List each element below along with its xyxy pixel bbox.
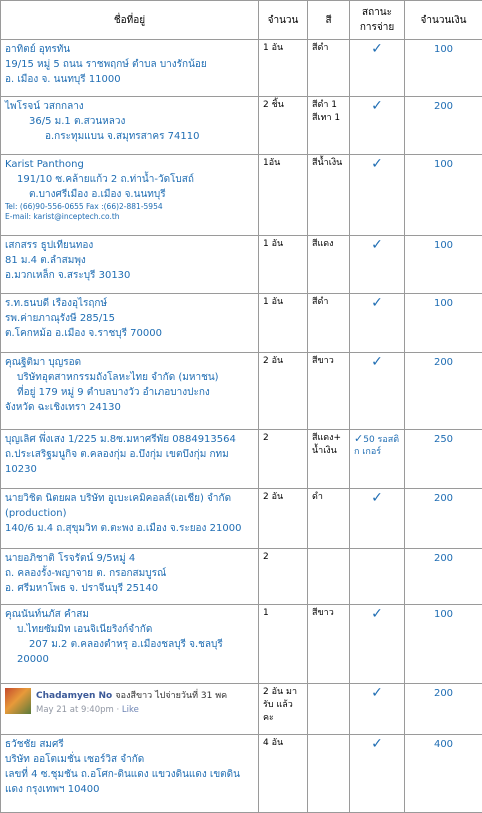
- status-note: 50 รอสติก เกอร์: [354, 435, 400, 457]
- amount-cell: 200: [405, 97, 482, 155]
- status-cell: [350, 294, 405, 353]
- qty-cell: 4 อัน: [259, 735, 308, 813]
- table-row: [1, 97, 482, 155]
- address-line: เลขที่ 4 ซ.ชุมชัน ถ.อโศก-ดินแดง แขวงดินแดง เขตดิน: [5, 769, 240, 780]
- table-row: [1, 40, 482, 97]
- address-line: อ. เมือง จ. นนทบุรี 11000: [5, 74, 121, 85]
- header-qty: จำนวน: [259, 1, 308, 40]
- amount-cell: 200: [405, 549, 482, 605]
- recipient-name: เสกสรร ธูปเทียนทอง: [5, 240, 94, 251]
- comment-text: จองสีขาว ไปจ่ายวันที่ 31 พค: [115, 691, 228, 701]
- table-row: [1, 549, 482, 605]
- table-row: [1, 605, 482, 684]
- recipient-name: ไพโรจน์ วสกกลาง: [5, 101, 84, 112]
- commenter-name[interactable]: Chadamyen No: [36, 691, 113, 701]
- address-cell: [1, 684, 259, 735]
- table-row: [1, 684, 482, 735]
- color-cell: สีน้ำเงิน: [308, 155, 350, 236]
- address-line: ต.โคกหม้อ อ.เมือง จ.ราชบุรี 70000: [5, 328, 162, 339]
- address-line: 191/10 ซ.คล้ายแก้ว 2 ถ.ท่าน้ำ-วัดโบสถ์: [17, 174, 194, 185]
- qty-cell: 1 อัน: [259, 294, 308, 353]
- like-link[interactable]: Like: [121, 705, 139, 715]
- paid-check-icon: ✓: [371, 295, 383, 311]
- address-line: อ.มวกเหล็ก จ.สระบุรี 30130: [5, 270, 131, 281]
- amount-cell: 100: [405, 294, 482, 353]
- table-row: [1, 735, 482, 813]
- address-line: แดง กรุงเทพฯ 10400: [5, 784, 100, 795]
- paid-check-icon: ✓: [371, 490, 383, 506]
- status-cell: [350, 735, 405, 813]
- address-cell: [1, 489, 259, 549]
- contact-phone-fax: Tel: (66)90-556-0655 Fax :(66)2-881-5954: [5, 202, 163, 211]
- qty-cell: 2 อัน: [259, 353, 308, 430]
- address-line: 10230: [5, 464, 37, 475]
- paid-check-icon: ✓: [371, 606, 383, 622]
- status-cell: [350, 155, 405, 236]
- amount-cell: 200: [405, 353, 482, 430]
- address-line: 207 ม.2 ต.คลองตำหรุ อ.เมืองชลบุรี จ.ชลบุรี: [29, 639, 223, 650]
- status-cell: [350, 97, 405, 155]
- amount-cell: 100: [405, 236, 482, 294]
- paid-check-icon: ✓: [371, 736, 383, 752]
- status-cell: [350, 605, 405, 684]
- header-name: ชื่อที่อยู่: [1, 1, 259, 40]
- paid-check-icon: ✓: [371, 237, 383, 253]
- paid-check-icon: ✓: [371, 685, 383, 701]
- address-line: อ.กระทุมแบน จ.สมุทรสาคร 74110: [45, 131, 200, 142]
- table-row: [1, 236, 482, 294]
- recipient-name: นายอภิชาติ โรจรัตน์ 9/5หมู่ 4: [5, 553, 136, 564]
- address-line: (production): [5, 508, 67, 519]
- color-cell: สีแดง: [308, 236, 350, 294]
- recipient-name: คุณนันท์นภัส คำสม: [5, 609, 89, 620]
- qty-cell: 2 อัน มารับ แล้วคะ: [259, 684, 308, 735]
- color-cell: สีขาว: [308, 353, 350, 430]
- table-row: [1, 294, 482, 353]
- color-cell: [308, 549, 350, 605]
- recipient-name: คุณฐิติมา บุญรอด: [5, 357, 82, 368]
- color-cell: สีดำ: [308, 294, 350, 353]
- paid-check-icon: ✓: [371, 156, 383, 172]
- address-line: รพ.ค่ายภาณุรังษี 285/15: [5, 313, 115, 324]
- status-cell: [350, 353, 405, 430]
- address-line: ถ.ประเสริฐมนูกิจ ต.คลองกุ่ม อ.บึงกุ่ม เขตบึงกุ่ม กทม: [5, 449, 229, 460]
- address-line: บริษัทอุตสาหกรรมถังโลหะไทย จำกัด (มหาชน): [17, 372, 219, 383]
- recipient-name: อาทิตย์ อุทรทัน: [5, 44, 71, 55]
- header-status: สถานะ การจ่าย: [350, 1, 405, 40]
- address-cell: [1, 97, 259, 155]
- table-row: [1, 489, 482, 549]
- recipient-name: ธวัชชัย สมศรี: [5, 739, 64, 750]
- address-line: 36/5 ม.1 ต.สวนหลวง: [29, 116, 126, 127]
- amount-cell: 250: [405, 430, 482, 489]
- address-line: ต.บางศรีเมือง อ.เมือง จ.นนทบุรี: [29, 189, 166, 200]
- address-cell: [1, 430, 259, 489]
- status-cell: [350, 236, 405, 294]
- qty-cell: 1 อัน: [259, 40, 308, 97]
- contact-email: E-mail: karist@inceptech.co.th: [5, 212, 120, 221]
- status-cell: [350, 684, 405, 735]
- color-cell: [308, 735, 350, 813]
- header-color: สี: [308, 1, 350, 40]
- address-cell: [1, 605, 259, 684]
- qty-cell: 1 อัน: [259, 236, 308, 294]
- paid-check-icon: ✓: [371, 41, 383, 57]
- qty-cell: 2 อัน: [259, 489, 308, 549]
- amount-cell: 100: [405, 155, 482, 236]
- qty-cell: 2 ชิ้น: [259, 97, 308, 155]
- amount-cell: 200: [405, 684, 482, 735]
- table-row: [1, 353, 482, 430]
- amount-cell: 100: [405, 40, 482, 97]
- address-line: บ.ไทยซัมมิท เอนจิเนียริงก์จำกัด: [17, 624, 153, 635]
- table-row: [1, 430, 482, 489]
- recipient-name: บุญเลิศ พึ่งเสง 1/225 ม.8ซ.มหาศรีพัย 0884913564: [5, 434, 236, 445]
- status-cell: [350, 430, 405, 489]
- color-cell: ดำ: [308, 489, 350, 549]
- color-cell: สีแดง+ น้ำเงิน: [308, 430, 350, 489]
- address-line: ถ. คลองรั้ง-พญาจาย ต. กรอกสมบูรณ์: [5, 568, 167, 579]
- header-row: [1, 1, 482, 40]
- address-line: อ. ศรีมหาโพธ จ. ปราจีนบุรี 25140: [5, 583, 159, 594]
- address-line: 19/15 หมู่ 5 ถนน ราชพฤกษ์ ตำบล บางรักน้อย: [5, 59, 207, 70]
- address-cell: [1, 40, 259, 97]
- qty-cell: 2: [259, 549, 308, 605]
- color-cell: สีดำ: [308, 40, 350, 97]
- color-cell: สีขาว: [308, 605, 350, 684]
- address-cell: [1, 353, 259, 430]
- amount-cell: 400: [405, 735, 482, 813]
- amount-cell: 200: [405, 489, 482, 549]
- recipient-name: ร.ท.ธนบดี เรืองอุไรฤกษ์: [5, 298, 108, 309]
- facebook-comment: Chadamyen No จองสีขาว ไปจ่ายวันที่ 31 พค May 21 at 9:40pm · Like: [5, 688, 254, 715]
- address-cell: [1, 294, 259, 353]
- address-line: 140/6 ม.4 ถ.สุขุมวิท ต.ตะพง อ.เมือง จ.ระยอง 21000: [5, 523, 242, 534]
- recipient-name: Karist Panthong: [5, 159, 84, 170]
- paid-check-icon: ✓: [371, 98, 383, 114]
- paid-check-icon: ✓: [354, 432, 364, 445]
- address-cell: [1, 735, 259, 813]
- status-cell: [350, 40, 405, 97]
- address-cell: [1, 236, 259, 294]
- qty-cell: 2: [259, 430, 308, 489]
- address-line: 81 ม.4 ต.ลำสมพุง: [5, 255, 86, 266]
- address-line: 20000: [17, 654, 49, 665]
- address-line: บริษัท ออโตเมชั่น เซอร์วิส จำกัด: [5, 754, 145, 765]
- address-cell: [1, 155, 259, 236]
- table-row: [1, 155, 482, 236]
- qty-cell: 1: [259, 605, 308, 684]
- recipient-name: นายวิชิต นิตยผล บริษัท อูเบะเคมิคอลส์(เอเชีย) จำกัด: [5, 493, 232, 504]
- color-cell: [308, 684, 350, 735]
- address-line: ที่อยู่ 179 หมู่ 9 ตำบลบางวัว อำเภอบางปะกง: [17, 387, 210, 398]
- avatar: [5, 688, 31, 714]
- paid-check-icon: ✓: [371, 354, 383, 370]
- comment-time[interactable]: May 21 at 9:40pm: [36, 705, 114, 715]
- header-amount: จำนวนเงิน: [405, 1, 482, 40]
- address-line: จังหวัด ฉะเชิงเทรา 24130: [5, 402, 121, 413]
- status-cell: [350, 549, 405, 605]
- amount-cell: 100: [405, 605, 482, 684]
- qty-cell: 1อัน: [259, 155, 308, 236]
- color-cell: สีดำ 1 สีเทา 1: [308, 97, 350, 155]
- address-cell: [1, 549, 259, 605]
- status-cell: [350, 489, 405, 549]
